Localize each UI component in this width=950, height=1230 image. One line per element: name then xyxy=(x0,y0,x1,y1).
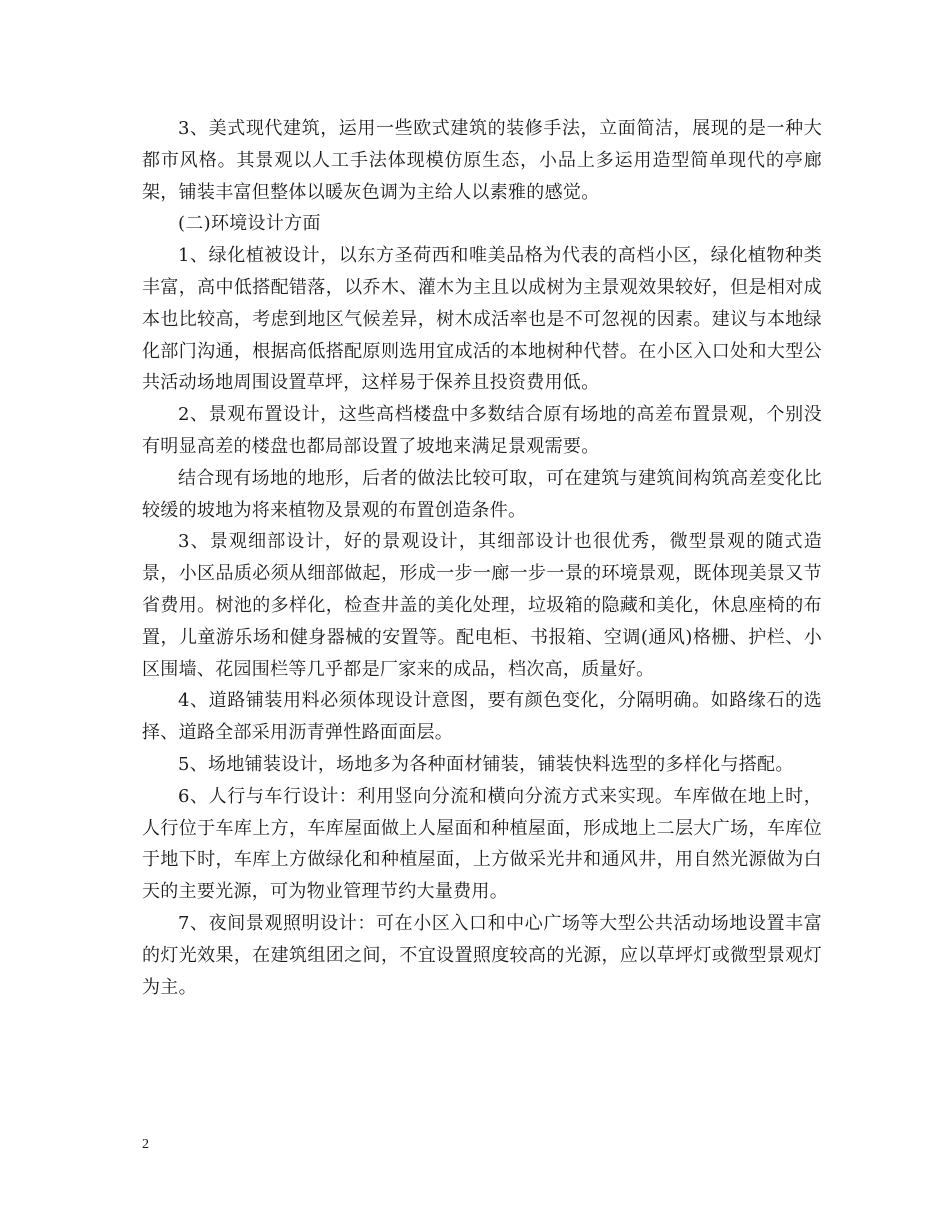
paragraph-landscape-details: 3、景观细部设计，好的景观设计，其细部设计也很优秀，微型景观的随式造景，小区品质必须从细部做起，形成一步一廊一步一景的环境景观，既体现美景又节省费用。树池的多样化，检查井盖的美化处理，垃圾箱的隐藏和美化，休息座椅的布置，儿童游乐场和健身器械的安置等。配电柜、书报箱、空调(通风)格栅、护栏、小区围墙、花园围栏等几乎都是厂家来的成品，档次高，质量好。 xyxy=(142,531,822,680)
paragraph-greening-design: 1、绿化植被设计，以东方圣荷西和唯美品格为代表的高档小区，绿化植物种类丰富，高中低搭配错落，以乔木、灌木为主且以成树为主景观效果较好，但是相对成本也比较高，考虑到地区气候差异，树木成活率也是不可忽视的因素。建议与本地绿化部门沟通，根据高低搭配原则选用宜成活的本地树种代替。在小区入口处和大型公共活动场地周围设置草坪，这样易于保养且投资费用低。 xyxy=(142,245,822,394)
paragraph-site-paving: 5、场地铺装设计，场地多为各种面材铺装，铺装快料选型的多样化与搭配。 xyxy=(178,753,794,775)
document-body xyxy=(142,113,822,1003)
paragraph-landscape-layout: 2、景观布置设计，这些高档楼盘中多数结合原有场地的高差布置景观，个别没有明显高差的楼盘也都局部设置了坡地来满足景观需要。 xyxy=(142,404,822,457)
paragraph-american-modern-architecture: 3、美式现代建筑，运用一些欧式建筑的装修手法，立面简洁，展现的是一种大都市风格。其景观以人工手法体现模仿原生态，小品上多运用造型简单现代的亭廊架，铺装丰富但整体以暖灰色调为主给人以素雅的感觉。 xyxy=(142,118,822,203)
paragraph-pedestrian-vehicle: 6、人行与车行设计：利用竖向分流和横向分流方式来实现。车库做在地上时，人行位于车库上方，车库屋面做上人屋面和种植屋面，形成地上二层大广场，车库位于地下时，车库上方做绿化和种植屋面，上方做采光井和通风井，用自然光源做为白天的主要光源，可为物业管理节约大量费用。 xyxy=(142,785,822,903)
paragraph-terrain-slopes: 结合现有场地的地形，后者的做法比较可取，可在建筑与建筑间构筑高差变化比较缓的坡地为将来植物及景观的布置创造条件。 xyxy=(142,467,822,521)
paragraph-night-lighting: 7、夜间景观照明设计：可在小区入口和中心广场等大型公共活动场地设置丰富的灯光效果，在建筑组团之间，不宜设置照度较高的光源，应以草坪灯或微型景观灯为主。 xyxy=(142,912,822,998)
paragraph-road-paving: 4、道路铺装用料必须体现设计意图，要有颜色变化，分隔明确。如路缘石的选择、道路全部采用沥青弹性路面面层。 xyxy=(142,690,822,744)
page-number: 2 xyxy=(142,1137,149,1152)
section-heading-environment-design: (二)环境设计方面 xyxy=(178,213,321,235)
